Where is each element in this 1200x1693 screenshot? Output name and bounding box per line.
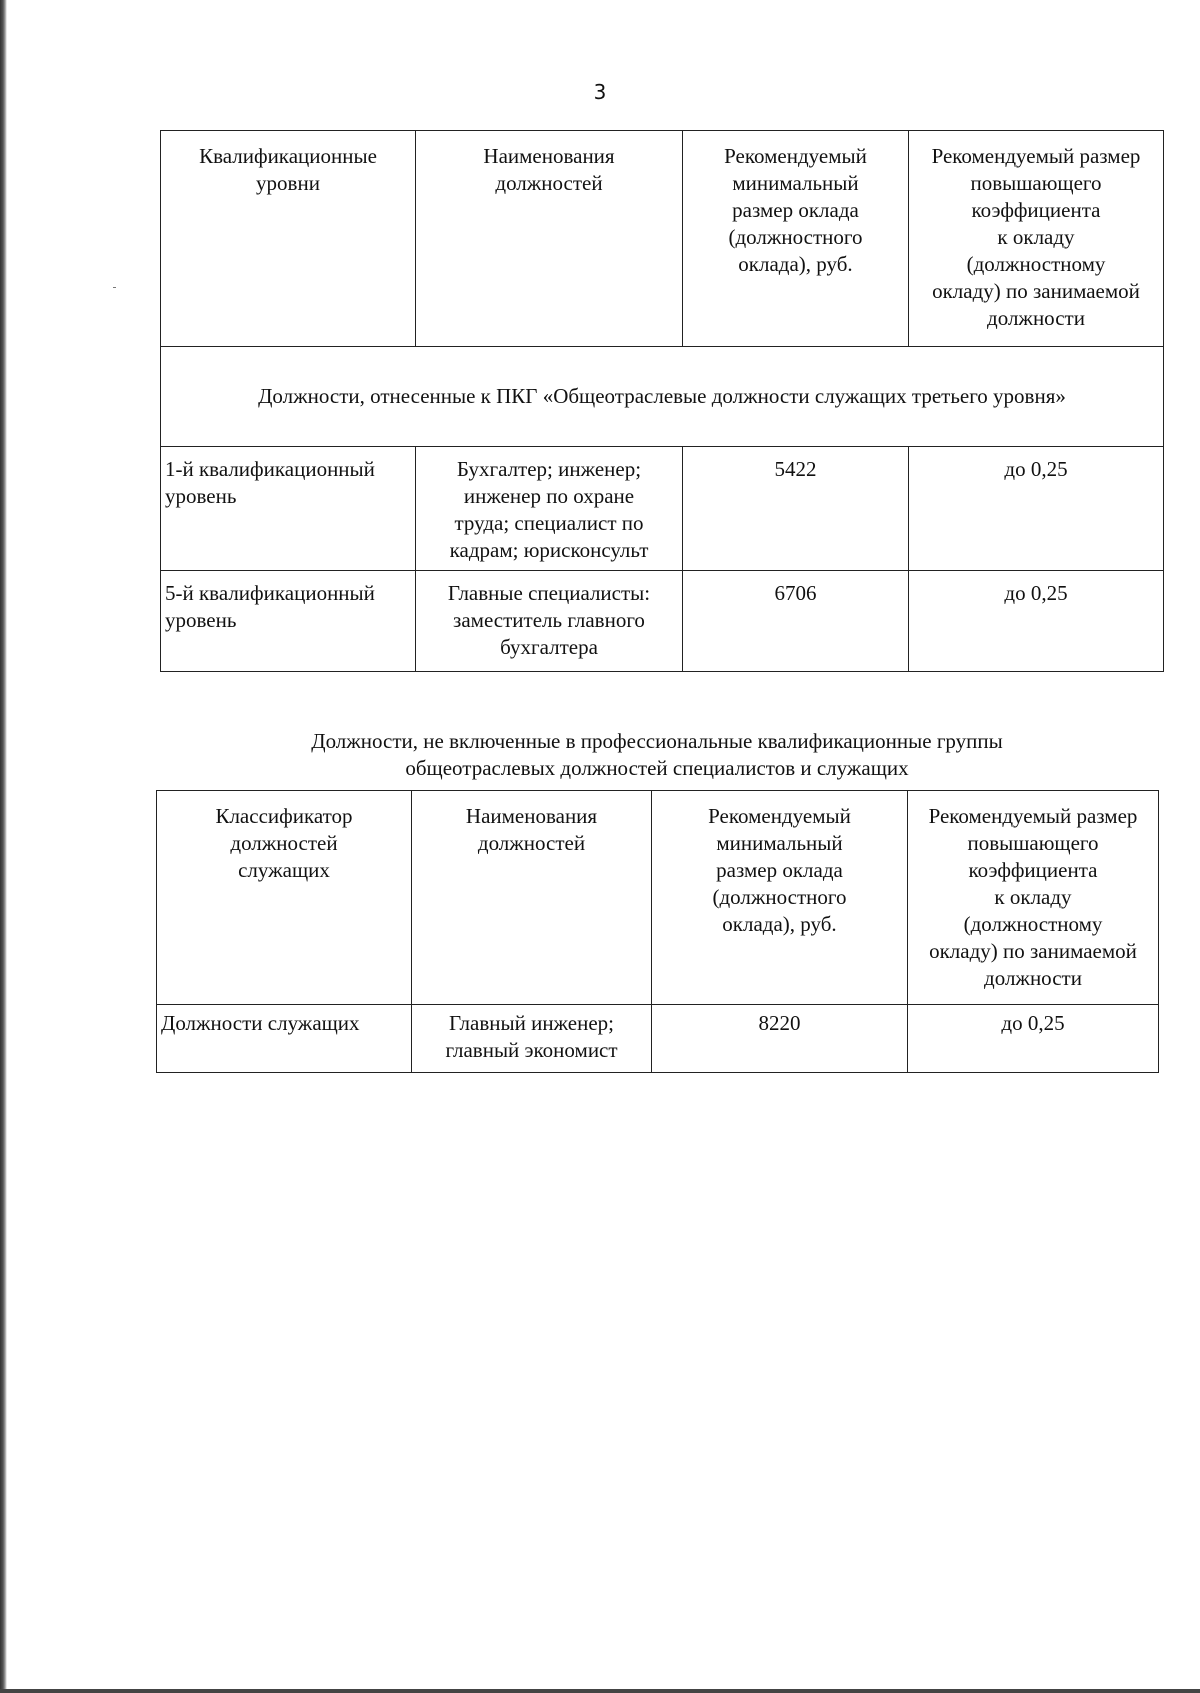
header-classifier: Классификатор должностей служащих	[157, 791, 412, 1005]
coefficient-cell: до 0,25	[909, 571, 1164, 672]
header-coefficient: Рекомендуемый размер повышающего коэффициента к окладу (должностному окладу) по занимаемой должности	[909, 131, 1164, 347]
positions-cell: Главный инженер; главный экономист	[412, 1005, 652, 1073]
scan-speck	[113, 287, 116, 288]
salary-table-other-positions	[156, 790, 1159, 1073]
table2-caption: Должности, не включенные в профессиональные квалификационные группы общеотраслевых должностей специалистов и служащих	[311, 729, 1003, 780]
table-row	[157, 1005, 1159, 1073]
page-number: 3	[593, 80, 607, 104]
coefficient-cell: до 0,25	[909, 447, 1164, 571]
header-position-names: Наименования должностей	[412, 791, 652, 1005]
table-row	[161, 447, 1164, 571]
qualification-level-cell: 1-й квалификационный уровень	[161, 447, 416, 571]
category-cell: Должности служащих	[157, 1005, 412, 1073]
table-header-row	[161, 131, 1164, 347]
group-title: Должности, отнесенные к ПКГ «Общеотраслевые должности служащих третьего уровня»	[161, 347, 1164, 447]
salary-cell: 8220	[652, 1005, 908, 1073]
table-header-row	[157, 791, 1159, 1005]
qualification-level-cell: 5-й квалификационный уровень	[161, 571, 416, 672]
coefficient-cell: до 0,25	[908, 1005, 1159, 1073]
salary-cell: 6706	[683, 571, 909, 672]
header-min-salary: Рекомендуемый минимальный размер оклада (должностного оклада), руб.	[652, 791, 908, 1005]
scan-edge-bottom	[0, 1689, 1200, 1693]
positions-cell: Бухгалтер; инженер; инженер по охране труда; специалист по кадрам; юрисконсульт	[416, 447, 683, 571]
salary-cell: 5422	[683, 447, 909, 571]
scan-edge-left	[0, 0, 7, 1693]
group-title-row	[161, 347, 1164, 447]
header-min-salary: Рекомендуемый минимальный размер оклада (должностного оклада), руб.	[683, 131, 909, 347]
header-qualification-levels: Квалификационные уровни	[161, 131, 416, 347]
salary-table-third-level	[160, 130, 1164, 672]
table-row	[161, 571, 1164, 672]
header-coefficient: Рекомендуемый размер повышающего коэффициента к окладу (должностному окладу) по занимаемой должности	[908, 791, 1159, 1005]
header-position-names: Наименования должностей	[416, 131, 683, 347]
positions-cell: Главные специалисты: заместитель главного бухгалтера	[416, 571, 683, 672]
